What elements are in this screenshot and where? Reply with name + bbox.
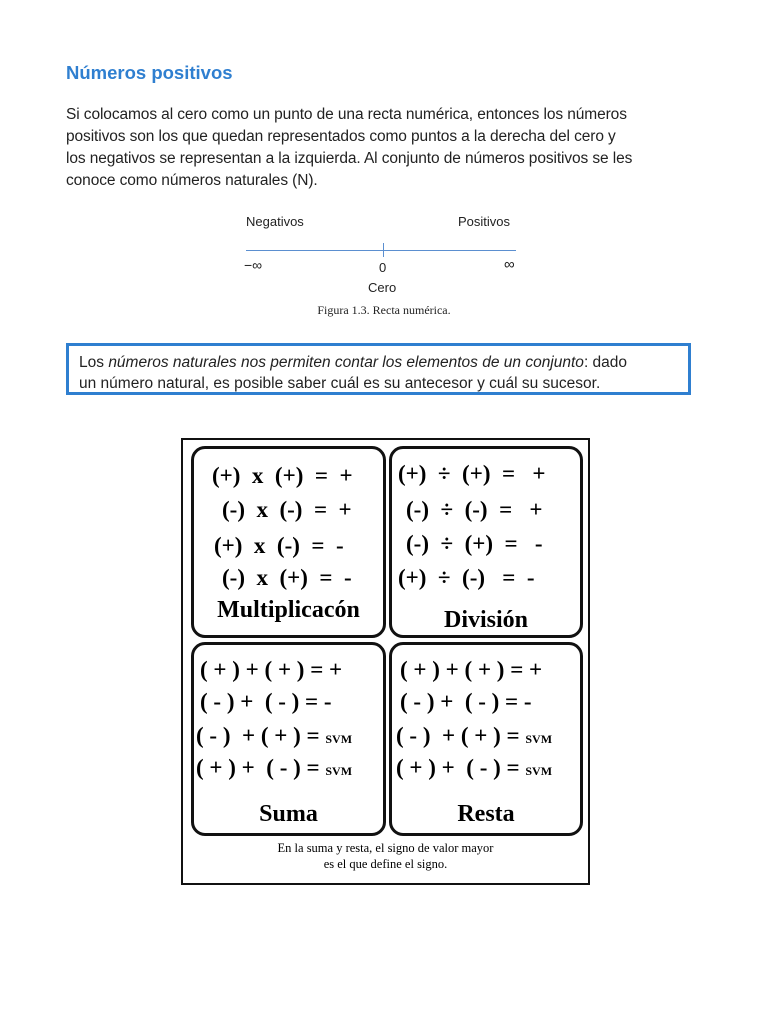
paragraph-line: Si colocamos al cero como un punto de una recta numérica, entonces los números (66, 106, 627, 123)
sign-rules-table (181, 438, 590, 885)
rule-line: (-) x (+) = - (222, 565, 352, 590)
rule-line: (-) ÷ (+) = - (406, 531, 543, 556)
addition-title: Suma (259, 801, 318, 827)
addition-cell (191, 642, 386, 836)
zero-tick (383, 243, 384, 257)
definition-line-1 (79, 352, 688, 373)
definition-italic: números naturales nos permiten contar los elementos de un conjunto (108, 354, 584, 371)
zero-label: 0 (379, 260, 387, 275)
rule-line: ( + ) + ( + ) = + (400, 657, 543, 682)
number-line-figure (240, 210, 530, 310)
note-line: es el que define el signo. (323, 857, 448, 871)
figure-caption: Figura 1.3. Recta numérica. (317, 303, 451, 317)
number-line-axis (246, 250, 516, 251)
paragraph-line: conoce como números naturales (N). (66, 172, 318, 189)
svm-label: SVM (325, 764, 353, 778)
sign-rules-note (183, 840, 588, 872)
svm-label: SVM (525, 764, 553, 778)
rule-line: ( - ) + ( - ) = - (200, 689, 332, 714)
infinity-label: ∞ (504, 256, 515, 273)
definition-suffix: : dado (583, 354, 628, 371)
division-cell (389, 446, 583, 638)
rule-line: (+) x (-) = - (214, 533, 344, 558)
negatives-label: Negativos (246, 214, 304, 229)
rule-line: (+) x (+) = + (212, 463, 353, 488)
definition-box (66, 343, 691, 395)
rule-line: ( - ) + ( - ) = - (400, 689, 532, 714)
rule-line: (+) ÷ (-) = - (398, 565, 535, 590)
rule-line: ( - ) + ( + ) = SVM (196, 723, 353, 748)
subtraction-cell (389, 642, 583, 836)
multiplication-cell (191, 446, 386, 638)
svm-label: SVM (325, 732, 353, 746)
subtraction-title: Resta (457, 801, 515, 827)
definition-prefix: Los (79, 354, 109, 371)
rule-line: (+) ÷ (+) = + (398, 461, 546, 486)
rule-line: ( + ) + ( - ) = SVM (196, 755, 353, 780)
svm-label: SVM (525, 732, 553, 746)
definition-line-2: un número natural, es posible saber cuál es su antecesor y cuál su sucesor. (79, 375, 601, 392)
section-heading: Números positivos (66, 62, 233, 83)
rule-line: (-) x (-) = + (222, 497, 352, 522)
division-title: División (443, 607, 529, 633)
rule-line: ( + ) + ( - ) = SVM (396, 755, 553, 780)
minus-infinity-label: −∞ (244, 257, 263, 273)
positives-label: Positivos (458, 214, 511, 229)
rule-line: (-) ÷ (-) = + (406, 497, 543, 522)
intro-paragraph (66, 104, 706, 192)
paragraph-line: positivos son los que quedan representados como puntos a la derecha del cero y (66, 128, 616, 145)
paragraph-line: los negativos se representan a la izquierda. Al conjunto de números positivos se les (66, 150, 633, 167)
rule-line: ( + ) + ( + ) = + (200, 657, 343, 682)
cero-label: Cero (368, 280, 397, 295)
multiplication-title: Multiplicacón (217, 597, 360, 623)
rule-line: ( - ) + ( + ) = SVM (396, 723, 553, 748)
note-line: En la suma y resta, el signo de valor mayor (277, 841, 494, 855)
